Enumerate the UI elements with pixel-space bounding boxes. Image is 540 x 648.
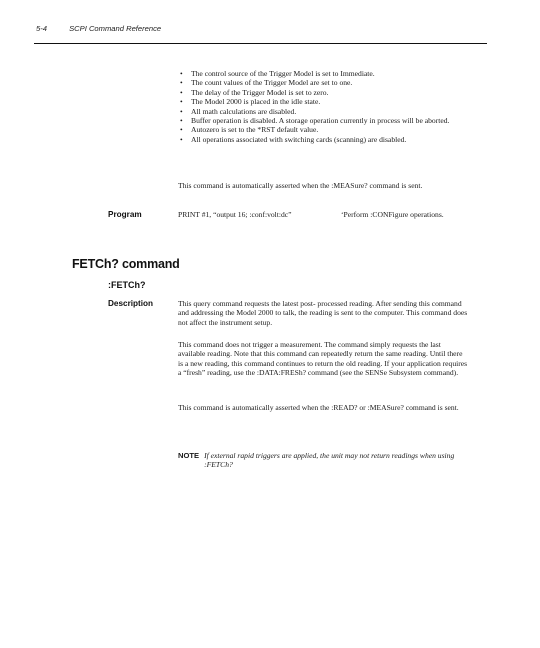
program-comment: ‘Perform :CONFigure operations. <box>341 210 444 219</box>
measure-assert-paragraph: This command is automatically asserted when the :MEASure? command is sent. <box>178 181 423 190</box>
description-paragraph-3: This command is automatically asserted when the :READ? or :MEASure? command is sent. <box>178 403 459 412</box>
description-paragraph-1: This query command requests the latest post- processed reading. After sending this command and addressing the Model 2000 to talk, the reading is sent to the computer. This command does not affect the instrument setup. <box>178 299 468 327</box>
header-rule <box>34 43 487 44</box>
list-item: • The Model 2000 is placed in the idle state. <box>180 97 321 107</box>
note-text: If external rapid triggers are applied, the unit may not return readings when using :FETCh? <box>204 451 455 470</box>
list-item: • The delay of the Trigger Model is set to zero. <box>180 87 329 97</box>
description-paragraph-2: This command does not trigger a measurement. The command simply requests the last available reading. Note that this command can repeatedly return the same reading. Until there is a new reading, this command continues to return the old reading. If your application requires a “fresh” reading, use the :DATA:FRESh? command (see the SENSe Subsystem command). <box>178 340 468 378</box>
fetch-command-heading: FETCh? command <box>72 257 180 271</box>
list-item: • Autozero is set to the *RST default value. <box>180 125 319 135</box>
description-label: Description <box>108 299 154 308</box>
program-label: Program <box>108 210 142 219</box>
fetch-subheading: :FETCh? <box>108 280 146 290</box>
list-item: • The count values of the Trigger Model are set to one. <box>180 78 353 88</box>
list-item: • Buffer operation is disabled. A storage operation currently in process will be aborted. <box>180 116 450 126</box>
running-header <box>36 24 161 33</box>
note-block <box>178 451 470 470</box>
page-number: 5-4 <box>36 24 47 33</box>
reset-effects-list <box>178 69 470 144</box>
header-title: SCPI Command Reference <box>69 24 162 33</box>
program-code: PRINT #1, “output 16; :conf:volt:dc” <box>178 210 292 219</box>
list-item: • All math calculations are disabled. <box>180 106 297 116</box>
list-item: • The control source of the Trigger Model is set to Immediate. <box>180 69 375 78</box>
list-item: • All operations associated with switching cards (scanning) are disabled. <box>180 134 407 144</box>
note-label: NOTE <box>178 451 200 460</box>
